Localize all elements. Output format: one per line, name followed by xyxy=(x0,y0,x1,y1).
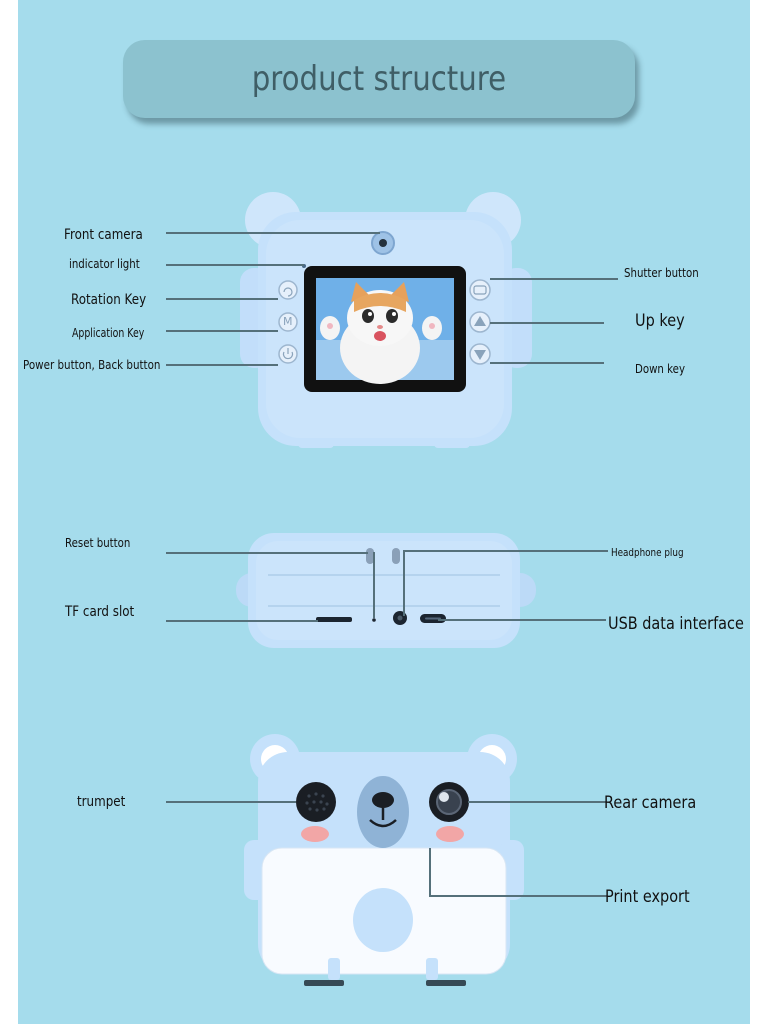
right-cheek xyxy=(436,826,464,842)
label-up-key: Up key xyxy=(635,311,685,331)
page-title: product structure xyxy=(251,59,507,99)
left-cheek xyxy=(301,826,329,842)
label-down-key: Down key xyxy=(635,362,686,376)
label-power-back-button: Power button, Back button xyxy=(23,358,161,372)
label-trumpet: trumpet xyxy=(77,794,126,810)
label-rotation-key: Rotation Key xyxy=(71,292,147,308)
camera-back-view xyxy=(18,0,750,1024)
label-shutter-button: Shutter button xyxy=(624,266,699,280)
application-key-glyph: M xyxy=(283,315,293,328)
label-application-key: Application Key xyxy=(72,326,145,340)
speaker-grille xyxy=(296,782,336,822)
label-print-export: Print export xyxy=(605,887,690,907)
product-structure-canvas xyxy=(18,0,750,1024)
label-rear-camera: Rear camera xyxy=(604,793,697,813)
label-front-camera: Front camera xyxy=(64,227,143,243)
label-reset-button: Reset button xyxy=(65,536,131,550)
label-usb-data-interface: USB data interface xyxy=(608,614,744,634)
label-indicator-light: indicator light xyxy=(69,257,140,271)
label-headphone-plug: Headphone plug xyxy=(611,546,684,559)
label-tf-card-slot: TF card slot xyxy=(65,604,135,620)
